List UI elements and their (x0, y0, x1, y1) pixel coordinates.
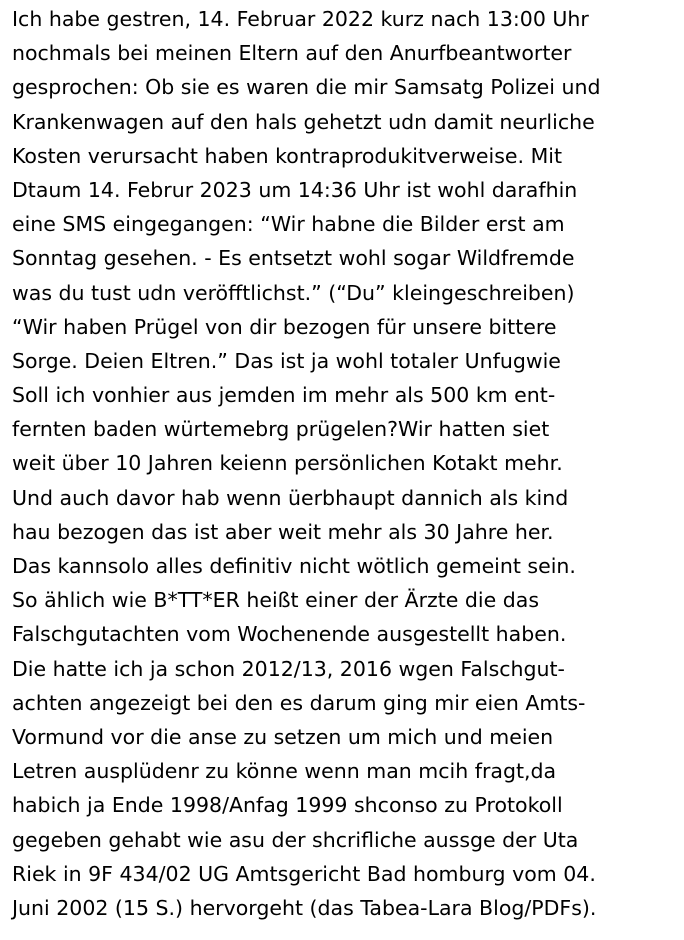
text-line: Sonntag gesehen. - Es entsetzt wohl sogar Wildfremde (12, 246, 575, 271)
text-line: gegeben gehabt wie asu der shcrifliche aussge der Uta (12, 827, 579, 852)
body-text (12, 2, 684, 925)
text-line: Und auch davor hab wenn üerbhaupt dannich als kind (12, 485, 569, 510)
text-line: “Wir haben Prügel von dir bezogen für unsere bittere (12, 314, 557, 339)
text-line: Kosten verursacht haben kontraprodukitverweise. Mit (12, 143, 562, 168)
text-line: Letren ausplüdenr zu könne wenn man mcih fragt,da (12, 759, 557, 784)
text-line: hau bezogen das ist aber weit mehr als 30 Jahre her. (12, 519, 554, 544)
text-line: Falschgutachten vom Wochenende ausgestellt haben. (12, 622, 567, 647)
text-line: achten angezeigt bei den es darum ging mir eien Amts- (12, 690, 586, 715)
text-line: nochmals bei meinen Eltern auf den Anurfbeantworter (12, 41, 572, 66)
text-line: was du tust udn veröfftlichst.” (“Du” kleingeschreiben) (12, 280, 575, 305)
text-line: habich ja Ende 1998/Anfag 1999 shconso zu Protokoll (12, 793, 563, 818)
text-line: gesprochen: Ob sie es waren die mir Samsatg Polizei und (12, 75, 601, 100)
text-line: eine SMS eingegangen: “Wir habne die Bilder erst am (12, 212, 565, 237)
text-line: So ählich wie B*TT*ER heißt einer der Ärzte die das (12, 588, 540, 613)
text-line: Soll ich vonhier aus jemden im mehr als 500 km ent- (12, 383, 556, 408)
text-line: Vormund vor die anse zu setzen um mich und meien (12, 724, 554, 749)
text-line: weit über 10 Jahren keienn persönlichen Kotakt mehr. (12, 451, 563, 476)
text-line: Sorge. Deien Eltren.” Das ist ja wohl totaler Unfugwie (12, 348, 561, 373)
text-line: Riek in 9F 434/02 UG Amtsgericht Bad homburg vom 04. (12, 861, 596, 886)
text-line: Dtaum 14. Februr 2023 um 14:36 Uhr ist wohl darafhin (12, 177, 578, 202)
text-line: fernten baden würtemebrg prügelen?Wir hatten siet (12, 417, 550, 442)
text-line: Die hatte ich ja schon 2012/13, 2016 wgen Falschgut- (12, 656, 565, 681)
text-line: Das kannsolo alles definitiv nicht wötlich gemeint sein. (12, 554, 576, 578)
text-line: Ich habe gestren, 14. Februar 2022 kurz nach 13:00 Uhr (12, 7, 589, 31)
text-line: Juni 2002 (15 S.) hervorgeht (das Tabea-Lara Blog/PDFs). (12, 895, 597, 920)
text-line: Krankenwagen auf den hals gehetzt udn damit neurliche (12, 109, 595, 134)
